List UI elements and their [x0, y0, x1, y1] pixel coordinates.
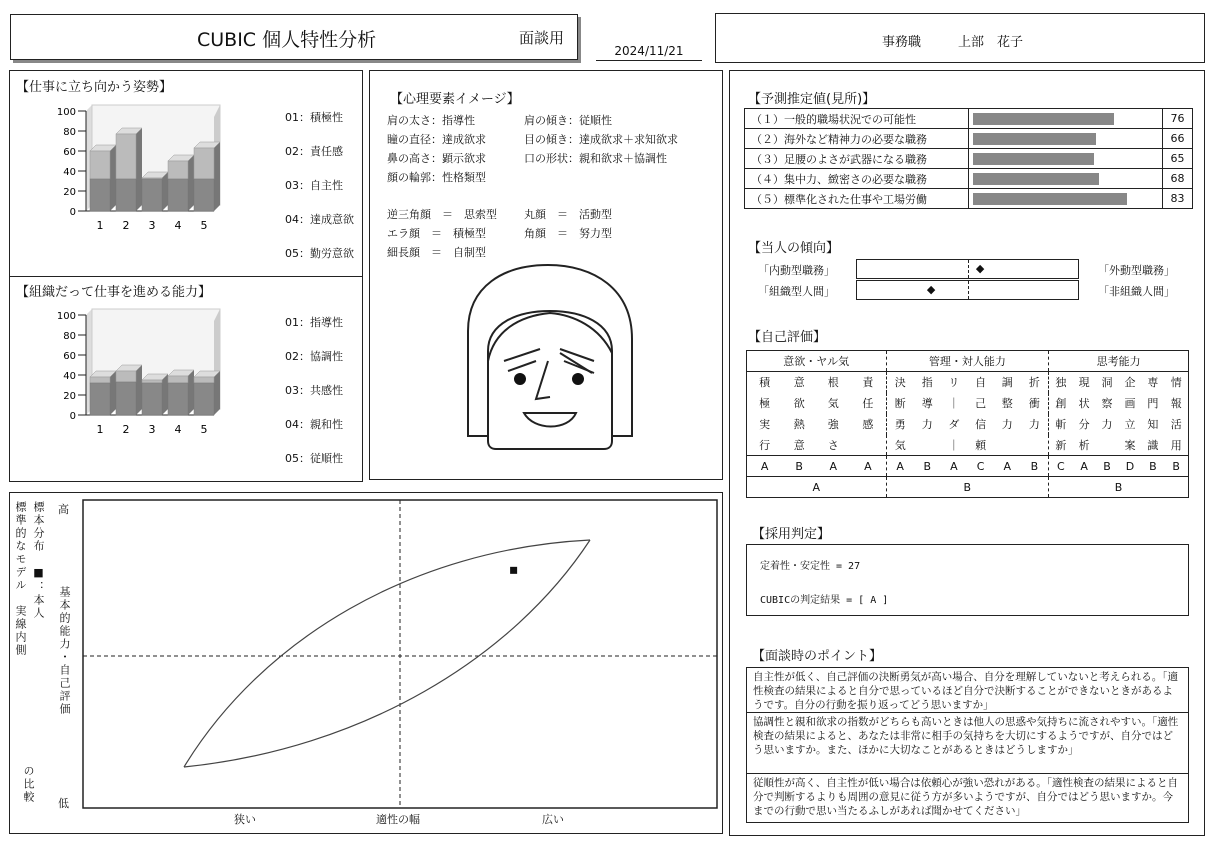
bar-standard: [142, 179, 162, 211]
psych-panel: [369, 70, 723, 480]
self-eval-char: 識: [1147, 438, 1159, 452]
psych-item: 瞳の直径：達成欲求: [387, 133, 486, 146]
self-eval-char: 状: [1078, 397, 1090, 410]
bar-standard: [142, 383, 162, 415]
bar-standard: [194, 179, 214, 211]
tendency-marker: ◆: [975, 262, 985, 275]
interview-point: 協調性と親和欲求の指数がどちらも高いときは他人の思惑や気持ちに流されやすい。「適性検査の結果によると、あなたは非常に相手の気持ちを大切にするようですが、自分ではどう思いますか。また、ほかに大切なことがあるときはどうしますか」: [747, 713, 1188, 774]
self-eval-char: 指: [921, 376, 933, 390]
bar-standard: [116, 179, 136, 211]
self-eval-char: 決: [886, 372, 914, 393]
self-eval-char: 頼: [975, 438, 987, 452]
hiring-title: 【採用判定】: [752, 527, 831, 542]
y-tick-label: 0: [69, 411, 76, 422]
prediction-value: 66: [1163, 129, 1193, 149]
self-eval-char: 極: [759, 397, 771, 410]
self-eval-char: 意: [793, 376, 805, 390]
psych-item: 肩の傾き：従順性: [524, 114, 612, 127]
bar-side: [110, 371, 116, 415]
self-eval-group: 思考能力: [1049, 351, 1189, 372]
self-eval-grade: B: [1021, 456, 1049, 477]
bar-side: [162, 374, 168, 415]
self-eval-grade: A: [1073, 456, 1096, 477]
person-marker: [510, 567, 517, 574]
self-eval-char: 任: [862, 397, 874, 410]
face-type: 逆三角顔 ＝ 思索型: [387, 208, 497, 221]
prediction-row: [745, 189, 1193, 209]
interview-points: [746, 667, 1189, 823]
y-tick-label: 80: [63, 331, 76, 342]
self-eval-char: 根: [827, 376, 839, 390]
self-eval-char: 斬: [1049, 414, 1073, 435]
legend-item: 01：指導性: [285, 316, 343, 329]
attitude-chart: [40, 103, 230, 233]
self-eval-grade: D: [1119, 456, 1142, 477]
tendency-right: 「外動型職務」: [1098, 264, 1175, 277]
self-eval-char: 力: [1028, 418, 1040, 431]
psych-right-list: [524, 111, 678, 168]
self-eval-char: 感: [862, 418, 874, 431]
bar-standard: [194, 383, 214, 415]
self-eval-char: 強: [827, 418, 839, 431]
self-eval-char: [1021, 435, 1049, 456]
attitude-title: 【仕事に立ち向かう姿勢】: [16, 80, 173, 95]
self-eval-group: 管理・対人能力: [886, 351, 1049, 372]
self-eval-char: 専: [1147, 376, 1159, 390]
prediction-bar-cell: [969, 149, 1163, 169]
self-eval-title: 【自己評価】: [748, 330, 827, 345]
y-axis-label: 基本的能力・自己評価: [58, 586, 71, 716]
psych-title: 【心理要素イメージ】: [390, 92, 520, 107]
bar-total: [142, 380, 162, 383]
x-tick-label: 4: [174, 219, 182, 232]
organization-title: 【組織だって仕事を進める能力】: [16, 285, 212, 300]
interview-point: 自主性が低く、自己評価の決断勇気が高い場合、自分を理解していないと考えられる。「適性検査の結果によると自分で思っているほど自分で決断することができないときがあるようです。自分の行動を振り返ってどう思いますか」: [747, 668, 1188, 713]
attitude-panel: [9, 70, 363, 278]
prediction-value: 65: [1163, 149, 1193, 169]
self-eval-char: ダ: [948, 418, 960, 431]
x-tick-label: 1: [96, 423, 104, 436]
self-eval-char: 導: [921, 397, 933, 410]
self-eval-group-grade: B: [886, 477, 1049, 498]
self-eval-char: 案: [1124, 438, 1136, 452]
candidate-box: [715, 13, 1205, 63]
self-eval-char: 力: [1001, 418, 1013, 431]
organization-panel: [9, 276, 363, 482]
cubic-result: CUBICの判定結果 = [ A ]: [760, 595, 889, 606]
self-eval-char: 折: [1028, 376, 1040, 390]
self-eval-char: 現: [1078, 376, 1090, 390]
self-eval-grade: C: [1049, 456, 1073, 477]
self-eval-char: 行: [759, 438, 771, 452]
bar-total: [194, 377, 214, 383]
self-eval-char: 析: [1078, 438, 1090, 452]
self-eval-char: 察: [1101, 397, 1113, 410]
bar-total: [194, 148, 214, 179]
legend-item: 05：従順性: [285, 452, 343, 465]
self-eval-char: 勇: [886, 414, 914, 435]
self-eval-char: 気: [827, 397, 839, 410]
self-eval-char: 画: [1124, 397, 1136, 410]
legend-item: 05：勤労意欲: [285, 247, 354, 260]
tendency-title: 【当人の傾向】: [748, 241, 840, 256]
self-eval-char: 欲: [793, 397, 805, 410]
x-tick-label: 5: [200, 219, 208, 232]
self-eval-char: 意: [793, 438, 805, 452]
self-eval-char: 企: [1124, 376, 1136, 390]
self-eval-char: 門: [1147, 397, 1159, 410]
bar-standard: [168, 383, 188, 415]
attitude-legend: [285, 109, 354, 279]
prediction-value: 68: [1163, 169, 1193, 189]
self-eval-char: 分: [1078, 418, 1090, 431]
y-low: 低: [58, 797, 69, 810]
x-wide: 広い: [542, 813, 564, 826]
prediction-value: 83: [1163, 189, 1193, 209]
self-eval-grade: A: [994, 456, 1021, 477]
right-eye: [572, 373, 584, 385]
model-label: 標準的なモデル 実線内側: [14, 501, 27, 657]
x-tick-label: 4: [174, 423, 182, 436]
interview-point: 従順性が高く、自主性が低い場合は依頼心が強い恐れがある。「適性検査の結果によると自分で判断するよりも周囲の意見に従う方が多いようですが、自分ではどう思いますか。今までの行動で思い当たるふしがあれば聞かせてください」: [753, 777, 1179, 817]
self-eval-char: 調: [1001, 376, 1013, 390]
x-tick-label: 2: [122, 423, 130, 436]
tendency-left: 「組織型人間」: [758, 285, 835, 298]
self-eval-char: ｜: [948, 438, 960, 452]
self-eval-char: 洞: [1101, 376, 1113, 390]
prediction-label: （４）集中力、緻密さの必要な職務: [745, 169, 969, 189]
prediction-bar-cell: [969, 129, 1163, 149]
y-tick-label: 100: [56, 107, 76, 118]
bar-side: [214, 371, 220, 415]
y-high: 高: [58, 503, 69, 516]
bar-total: [116, 134, 136, 179]
self-eval-group: 意欲・ヤル気: [747, 351, 887, 372]
psych-item: 顔の輪郭：性格類型: [387, 171, 486, 184]
self-eval-grade: A: [941, 456, 968, 477]
left-eye: [514, 373, 526, 385]
y-tick-label: 40: [63, 371, 76, 382]
legend-item: 01：積極性: [285, 111, 343, 124]
y-tick-label: 100: [56, 311, 76, 322]
bar-side: [214, 142, 220, 211]
y-tick-label: 60: [63, 147, 76, 158]
face-type: 丸顔 ＝ 活動型: [524, 208, 612, 221]
self-eval-char: 新: [1049, 435, 1073, 456]
prediction-bar-cell: [969, 169, 1163, 189]
self-eval-char: さ: [827, 438, 839, 452]
page-subtitle: 面談用: [519, 29, 565, 47]
x-tick-label: 1: [96, 219, 104, 232]
self-eval-char: 力: [921, 418, 933, 431]
report-date: 2024/11/21: [596, 44, 702, 61]
prediction-row: [745, 149, 1193, 169]
self-eval-char: 実: [759, 418, 771, 431]
prediction-table: [744, 108, 1193, 209]
bar-side: [110, 145, 116, 211]
candidate-name: 上部 花子: [958, 35, 1024, 50]
face-type: 細長顔 ＝ 自制型: [387, 246, 486, 259]
self-eval-group-grade: A: [812, 480, 821, 494]
legend-item: 02：責任感: [285, 145, 343, 158]
page-title: CUBIC 個人特性分析: [197, 29, 377, 51]
self-eval-char: 衝: [1028, 397, 1040, 410]
y-tick-label: 80: [63, 127, 76, 138]
y-tick-label: 0: [69, 207, 76, 218]
self-eval-char: 己: [975, 397, 987, 410]
prediction-bar: [973, 153, 1094, 165]
self-eval-char: 知: [1147, 418, 1159, 431]
legend-item: 02：協調性: [285, 350, 343, 363]
tendency-row: [758, 259, 1188, 279]
psych-item: 鼻の高さ：顕示欲求: [387, 152, 486, 165]
prediction-row: [745, 109, 1193, 129]
self-eval-char: [850, 435, 886, 456]
self-eval-table: [746, 350, 1189, 498]
bar-standard: [168, 179, 188, 211]
prediction-label: （２）海外など精神力の必要な職務: [745, 129, 969, 149]
self-eval-grade: B: [914, 456, 941, 477]
tendency-scale: [856, 280, 1079, 300]
bar-total: [90, 151, 110, 179]
prediction-title: 【予測推定値(見所)】: [748, 92, 876, 107]
self-eval-group-grade: B: [1049, 477, 1189, 498]
y-tick-label: 40: [63, 167, 76, 178]
self-eval-char: [994, 435, 1021, 456]
self-eval-grade: B: [1164, 456, 1188, 477]
prediction-bar: [973, 193, 1127, 205]
bar-side: [162, 172, 168, 211]
self-eval-grade: B: [1096, 456, 1119, 477]
self-eval-char: 活: [1170, 418, 1182, 431]
prediction-bar-cell: [969, 109, 1163, 129]
prediction-label: （１）一般的職場状況での可能性: [745, 109, 969, 129]
self-eval-char: 報: [1170, 397, 1182, 410]
self-eval-grade: A: [747, 456, 783, 477]
self-eval-char: 責: [862, 376, 874, 390]
prediction-row: [745, 129, 1193, 149]
prediction-label: （５）標準化された仕事や工場労働: [745, 189, 969, 209]
legend-item: 04：達成意欲: [285, 213, 354, 226]
stability-score: 定着性・安定性 = 27: [760, 561, 861, 572]
sample-label: 標本分布 ■：本人: [32, 501, 45, 620]
x-narrow: 狭い: [234, 813, 256, 826]
self-eval-char: 整: [1001, 397, 1013, 410]
face-type: エラ顔 ＝ 積極型: [387, 227, 486, 240]
prediction-bar: [973, 113, 1114, 125]
legend-item: 04：親和性: [285, 418, 343, 431]
self-eval-grade: B: [782, 456, 816, 477]
organization-legend: [285, 314, 343, 484]
self-eval-char: 積: [759, 376, 771, 390]
face-outline: [488, 311, 612, 449]
self-eval-grade: A: [850, 456, 886, 477]
self-eval-grade: B: [1141, 456, 1164, 477]
self-eval-char: 断: [886, 393, 914, 414]
self-eval-grade: C: [967, 456, 994, 477]
prediction-bar-cell: [969, 189, 1163, 209]
y-tick-label: 20: [63, 391, 76, 402]
tendency-marker: ◆: [926, 283, 936, 296]
prediction-bar: [973, 133, 1096, 145]
prediction-value: 76: [1163, 109, 1193, 129]
self-eval-char: [914, 435, 941, 456]
organization-chart: [40, 307, 230, 437]
self-eval-char: 立: [1124, 418, 1136, 431]
self-eval-char: 情: [1170, 376, 1182, 390]
bar-total: [168, 161, 188, 179]
tendency-left: 「内動型職務」: [758, 264, 835, 277]
psych-item: 目の傾き：達成欲求＋求知欲求: [524, 133, 678, 146]
distribution-plot: [82, 499, 718, 809]
bar-total: [168, 376, 188, 383]
distribution-panel: [9, 492, 723, 834]
self-eval-char: 創: [1049, 393, 1073, 414]
right-panel: [729, 70, 1205, 836]
x-tick-label: 3: [148, 423, 156, 436]
self-eval-char: 気: [886, 435, 914, 456]
face-type: 角顔 ＝ 努力型: [524, 227, 612, 240]
bar-side: [136, 128, 142, 211]
title-box: [10, 14, 578, 60]
x-mid: 適性の幅: [376, 813, 420, 826]
bar-side: [188, 155, 194, 211]
compare-label: の比較: [22, 765, 35, 804]
x-tick-label: 5: [200, 423, 208, 436]
prediction-row: [745, 169, 1193, 189]
x-tick-label: 2: [122, 219, 130, 232]
legend-item: 03：共感性: [285, 384, 343, 397]
tendency-scale: [856, 259, 1079, 279]
prediction-bar: [973, 173, 1099, 185]
interview-title: 【面談時のポイント】: [752, 649, 883, 664]
tendency-right: 「非組織人間」: [1098, 285, 1175, 298]
hiring-box: [746, 544, 1189, 616]
bar-side: [188, 370, 194, 415]
face-illustration: [464, 261, 634, 451]
face-types: [387, 205, 612, 262]
bar-standard: [90, 383, 110, 415]
psych-left-list: [387, 111, 486, 187]
self-eval-char: 用: [1170, 438, 1182, 452]
bar-standard: [116, 382, 136, 415]
self-eval-char: [1096, 435, 1119, 456]
bar-side: [136, 365, 142, 415]
psych-item: 口の形状：親和欲求＋協調性: [524, 152, 667, 165]
bar-standard: [90, 179, 110, 211]
psych-item: 肩の太さ：指導性: [387, 114, 475, 127]
self-eval-char: 力: [1101, 418, 1113, 431]
legend-item: 03：自主性: [285, 179, 343, 192]
x-tick-label: 3: [148, 219, 156, 232]
bar-total: [90, 377, 110, 383]
self-eval-char: 独: [1049, 372, 1073, 393]
tendency-row: [758, 280, 1188, 300]
self-eval-char: 熱: [793, 418, 805, 431]
self-eval-char: リ: [948, 376, 960, 390]
self-eval-char: 信: [975, 418, 987, 431]
self-eval-grade: A: [816, 456, 850, 477]
y-tick-label: 60: [63, 351, 76, 362]
job-title: 事務職: [882, 35, 922, 50]
self-eval-char: 自: [975, 376, 987, 390]
prediction-label: （３）足腰のよさが武器になる職務: [745, 149, 969, 169]
self-eval-char: ｜: [948, 397, 960, 410]
y-tick-label: 20: [63, 187, 76, 198]
self-eval-grade: A: [886, 456, 914, 477]
bar-total: [116, 371, 136, 382]
